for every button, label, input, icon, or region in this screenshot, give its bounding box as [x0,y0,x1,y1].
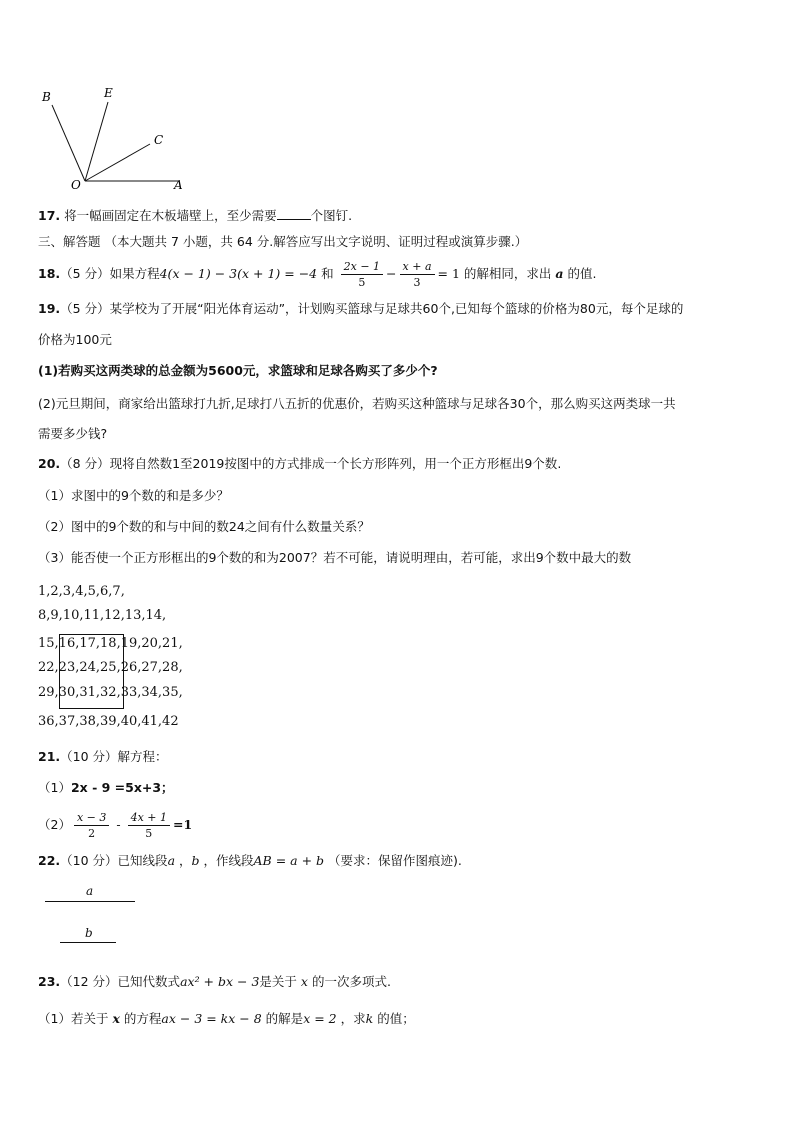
question-number: 19. [38,301,61,316]
segment-b [60,942,116,943]
segment-b-label: b [85,926,93,940]
q21-sub1-equation: 2x - 9 =5x+3； [70,780,174,795]
question-number: 18. [38,266,61,281]
question-23 [38,973,391,991]
q20-text: 现将自然数1至2019按图中的方式排成一个长方形阵列，用一个正方形框出9个数. [109,456,562,471]
variable-a: a [555,266,564,281]
q23-text3: 的一次多项式. [311,974,391,989]
grid-row-5: 29,30,31,32,33,34,35, [38,685,183,700]
question-19-sub2-line2 [38,425,107,443]
variable-x: x [300,974,308,989]
question-20 [38,455,561,473]
answer-blank [277,207,311,220]
question-21 [38,748,168,766]
q17-text-before: 将一幅画固定在木板墙壁上，至少需要 [64,208,277,223]
q17-text-after: 个图钉. [310,208,353,223]
grid-row-4: 22,23,24,25,26,27,28, [38,660,183,675]
variable-b: b [191,853,200,868]
segment-a-label: a [86,884,94,898]
q19-sub1-text: (1)若购买这两类球的总金额为5600元，求篮球和足球各购买了多少个? [38,363,438,378]
fraction-1: $\frac{x - 3}{2}$ [74,810,109,841]
angle-figure [30,80,200,195]
q20-sub1-text: （1）求图中的9个数的和是多少？ [38,488,229,503]
question-19-line2 [38,331,112,349]
label-a: A [174,178,183,192]
question-20-sub3 [38,549,631,567]
q20-sub2-text: （2）图中的9个数的和与中间的数24之间有什么数量关系？ [38,519,370,534]
label-o: O [71,178,81,192]
question-score: （5 分） [60,266,110,281]
fraction-1: $\frac{2x - 1}{5}$ [341,259,383,290]
label-c: C [154,133,164,147]
question-18 [38,259,596,290]
question-number: 23. [38,974,61,989]
q23-text1: 已知代数式 [117,974,181,989]
variable-a: a [167,853,176,868]
algebraic-expression: ax² + bx − 3 [180,974,260,989]
question-number: 22. [38,853,61,868]
question-19-sub2-line1 [38,395,676,413]
q22-text3: （要求：保留作图痕迹). [328,853,462,868]
question-score: （10 分） [60,853,118,868]
q18-text1: 如果方程 [109,266,160,281]
question-22 [38,852,462,870]
question-17 [38,207,352,225]
section-note: （本大题共 7 小题，共 64 分.解答应写出文字说明、证明过程或演算步骤.） [104,234,528,249]
q23-sub1-a: （1）若关于 [38,1011,109,1026]
q18-text4: 的值. [567,266,597,281]
fraction-2: $\frac{x + a}{3}$ [400,259,435,290]
question-score: （8 分） [60,456,110,471]
grid-row-3: 15,16,17,18,19,20,21, [38,636,183,651]
question-19-line1 [38,300,683,318]
grid-row-2: 8,9,10,11,12,13,14, [38,608,167,623]
variable-k: k [365,1011,374,1026]
label-b: B [42,90,51,104]
question-score: （10 分） [60,749,118,764]
section-title: 三、解答题 [38,234,101,249]
q21-sub1-label: （1） [38,780,71,795]
q19-sub2-text-line2: 需要多少钱? [38,426,108,441]
q23-sub1-d: ，求 [340,1011,366,1026]
minus-sign: - [116,817,121,832]
separator: ， [179,853,192,868]
variable-x: x [112,1011,120,1026]
label-e: E [104,86,113,100]
q18-text3: 的解相同，求出 [463,266,552,281]
equals-one: = 1 [437,266,460,281]
q19-text-line1: 某学校为了开展“阳光体育运动”，计划购买篮球与足球共60个,已知每个篮球的价格为80元，每个足球的 [109,301,684,316]
q22-text2: ，作线段 [203,853,254,868]
q22-text1: 已知线段 [117,853,168,868]
q21-sub2-label: （2） [38,817,71,832]
ray-ob [52,105,85,181]
ray-oe [85,102,108,181]
question-number: 17. [38,208,61,223]
q20-sub3-text: （3）能否使一个正方形框出的9个数的和为2007？若不可能，请说明理由，若可能，求出9个数中最大的数 [38,550,632,565]
q23-sub1-e: 的值； [377,1011,415,1026]
q23-sub1-c: 的解是 [265,1011,304,1026]
question-score: （5 分） [60,301,110,316]
question-number: 20. [38,456,61,471]
minus-sign: − [386,266,397,281]
section-heading [38,233,527,251]
question-21-sub1 [38,779,174,797]
question-20-sub1 [38,487,229,505]
segment-equation: AB = a + b [253,853,325,868]
question-number: 21. [38,749,61,764]
fraction-2: $\frac{4x + 1}{5}$ [128,810,170,841]
question-23-sub1 [38,1010,415,1028]
equals-one: =1 [173,817,193,832]
grid-row-6: 36,37,38,39,40,41,42 [38,714,179,729]
q19-sub2-text-line1: (2)元旦期间，商家给出篮球打九折,足球打八五折的优惠价，若购买这种篮球与足球各30个，那么购买这两类球一共 [38,396,676,411]
question-21-sub2 [38,805,192,845]
question-20-sub2 [38,518,370,536]
equation: ax − 3 = kx − 8 [161,1011,262,1026]
equation-1: 4(x − 1) − 3(x + 1) = −4 [159,266,318,281]
question-score: （12 分） [60,974,118,989]
ray-oc [85,144,150,181]
q19-text-line2: 价格为100元 [38,332,112,347]
grid-row-1: 1,2,3,4,5,6,7, [38,584,125,599]
q23-text2: 是关于 [259,974,297,989]
solution: x = 2 [303,1011,337,1026]
selection-square [59,634,124,709]
q21-text: 解方程： [117,749,168,764]
segment-a [45,901,135,902]
q18-text2: 和 [321,266,334,281]
question-19-sub1 [38,362,438,380]
q23-sub1-b: 的方程 [123,1011,162,1026]
